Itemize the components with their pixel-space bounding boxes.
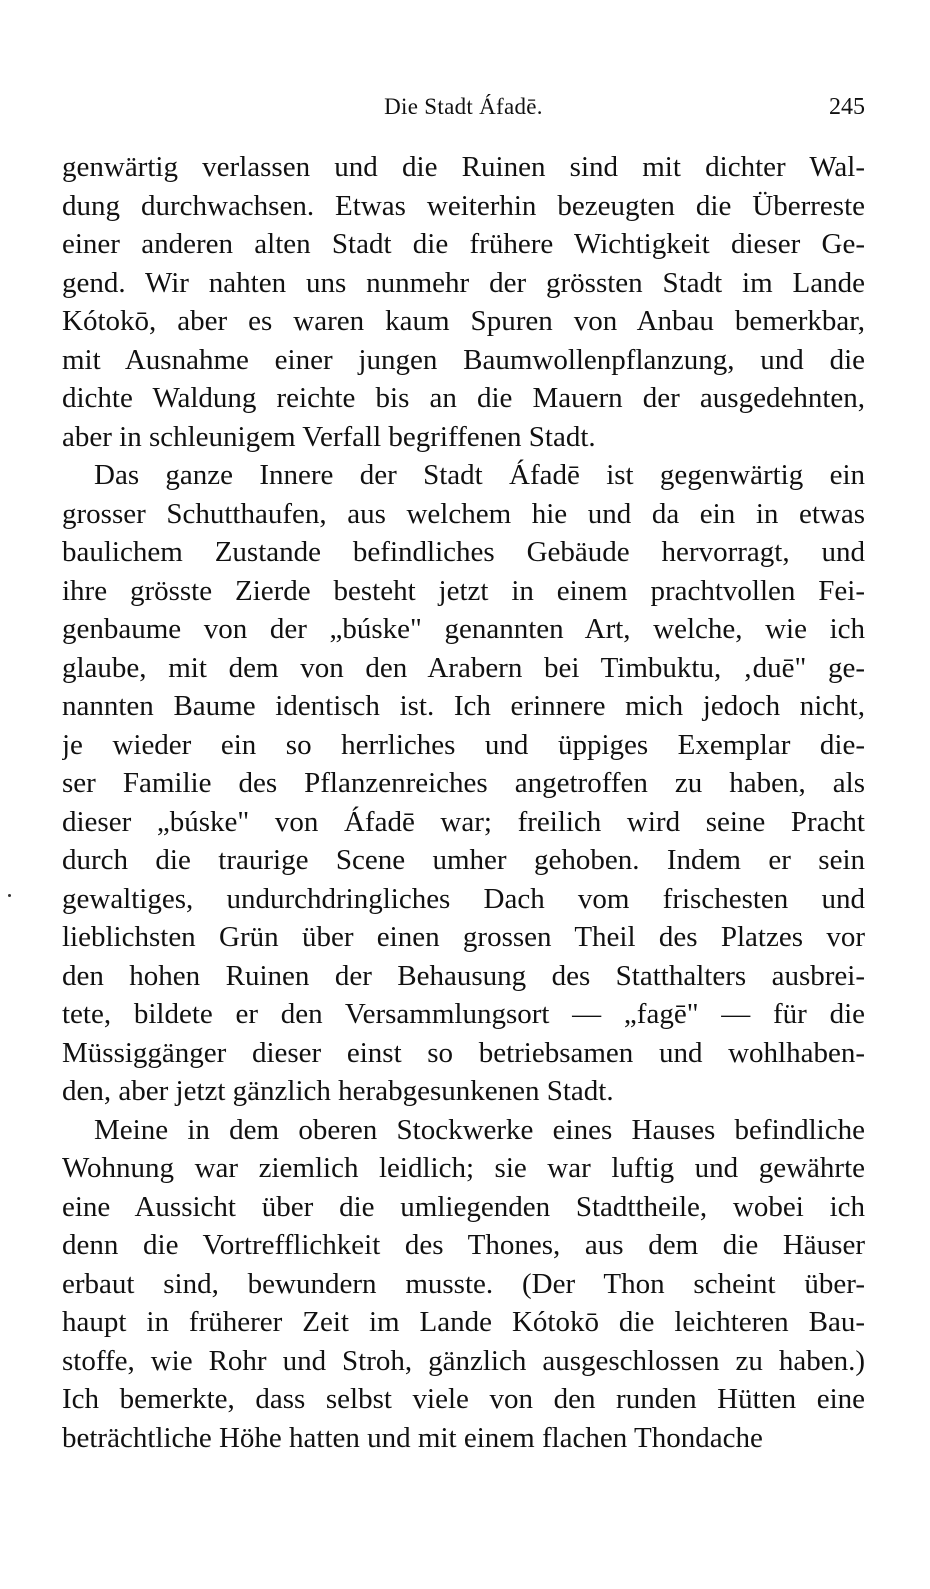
paragraph [62,1111,865,1458]
paragraph [62,148,865,456]
text-line: je wieder ein so herrliches und üppiges Exemplar die- [62,728,865,761]
text-line: dieser „búske" von Áfadē war; freilich wird seine Pracht [62,805,865,838]
text-line: tete, bildete er den Versammlungsort — „fagē" — für die [62,998,865,1030]
text-line: erbaut sind, bewundern musste. (Der Thon scheint über- [62,1267,865,1300]
text-line: Das ganze Innere der Stadt Áfadē ist gegenwärtig ein [94,459,865,491]
text-line: gend. Wir nahten uns nunmehr der grössten Stadt im Lande [62,266,865,299]
paragraph [62,456,865,1111]
print-speck [8,894,11,897]
text-line: mit Ausnahme einer jungen Baumwollenpflanzung, und die [62,343,865,376]
text-line: stoffe, wie Rohr und Stroh, gänzlich ausgeschlossen zu haben.) [62,1344,865,1377]
text-line: beträchtliche Höhe hatten und mit einem flachen Thondache [62,1421,763,1454]
text-line: glaube, mit dem von den Arabern bei Timbuktu, ‚duē" ge- [62,651,865,684]
running-title: Die Stadt Áfadē. [384,94,543,119]
text-line: grosser Schutthaufen, aus welchem hie und da ein in etwas [62,497,865,530]
text-line: baulichem Zustande befindliches Gebäude hervorragt, und [62,536,865,568]
text-line: haupt in früherer Zeit im Lande Kótokō die leichteren Bau- [62,1306,865,1338]
text-line: Kótokō, aber es waren kaum Spuren von Anbau bemerkbar, [62,305,865,337]
text-line: genwärtig verlassen und die Ruinen sind mit dichter Wal- [62,151,865,183]
text-line: ihre grösste Zierde besteht jetzt in einem prachtvollen Fei- [62,574,865,607]
text-line: Ich bemerkte, dass selbst viele von den runden Hütten eine [62,1383,865,1415]
text-line: ser Familie des Pflanzenreiches angetroffen zu haben, als [62,767,865,799]
text-line: gewaltiges, undurchdringliches Dach vom frischesten und [62,882,865,915]
text-line: den, aber jetzt gänzlich herabgesunkenen Stadt. [62,1075,614,1107]
text-line: eine Aussicht über die umliegenden Stadttheile, wobei ich [62,1190,865,1223]
text-line: nannten Baume identisch ist. Ich erinnere mich jedoch nicht, [62,690,865,722]
page-number: 245 [829,94,865,120]
text-line: den hohen Ruinen der Behausung des Statthalters ausbrei- [62,959,865,992]
text-line: Wohnung war ziemlich leidlich; sie war luftig und gewährte [62,1152,865,1184]
text-line: Meine in dem oberen Stockwerke eines Hauses befindliche [94,1113,865,1146]
text-line: durch die traurige Scene umher gehoben. Indem er sein [62,844,865,876]
running-head [62,94,865,124]
text-line: einer anderen alten Stadt die frühere Wichtigkeit dieser Ge- [62,228,865,260]
text-line: Müssiggänger dieser einst so betriebsamen und wohlhaben- [62,1036,865,1069]
text-line: aber in schleunigem Verfall begriffenen Stadt. [62,420,596,453]
text-line: lieblichsten Grün über einen grossen Theil des Platzes vor [62,921,865,953]
body-text [62,148,865,1457]
text-line: dichte Waldung reichte bis an die Mauern der ausgedehnten, [62,382,865,414]
text-line: genbaume von der „búske" genannten Art, welche, wie ich [62,613,865,645]
text-line: dung durchwachsen. Etwas weiterhin bezeugten die Überreste [62,189,865,222]
text-line: denn die Vortrefflichkeit des Thones, aus dem die Häuser [62,1229,865,1261]
